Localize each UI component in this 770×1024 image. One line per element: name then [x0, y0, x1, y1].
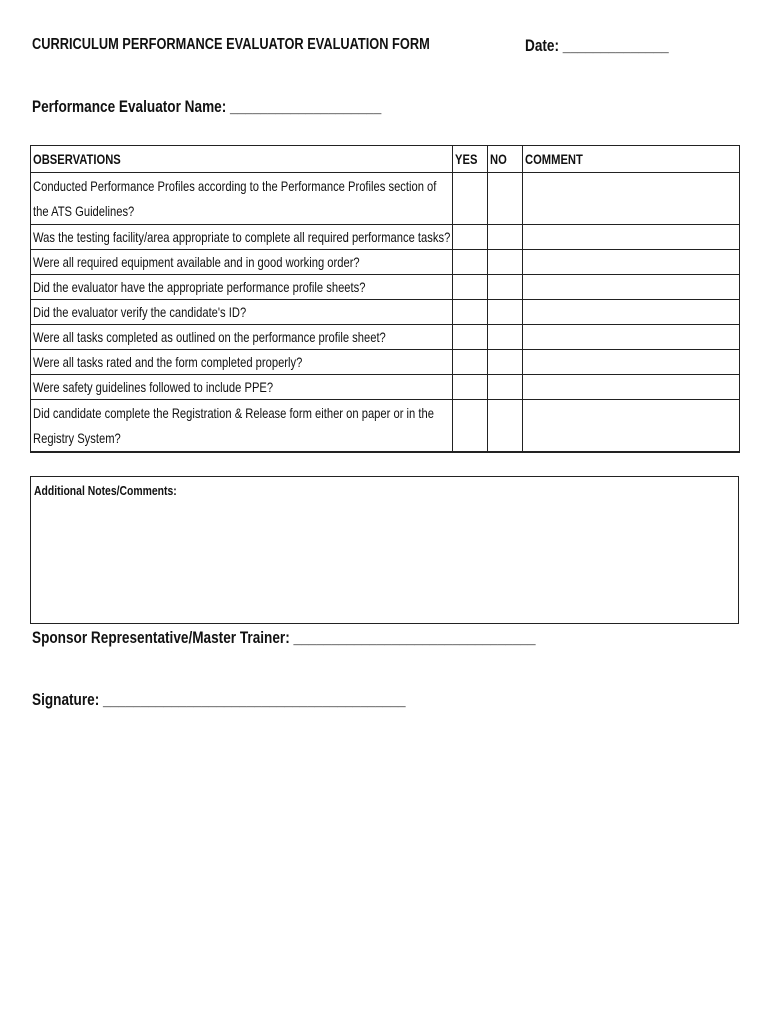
header-no: NO: [488, 146, 523, 173]
header-observations: OBSERVATIONS: [31, 146, 453, 173]
yes-cell[interactable]: [453, 350, 488, 375]
yes-cell[interactable]: [453, 173, 488, 225]
yes-cell[interactable]: [453, 275, 488, 300]
no-cell[interactable]: [488, 250, 523, 275]
no-cell[interactable]: [488, 350, 523, 375]
no-cell[interactable]: [488, 400, 523, 453]
table-row: [31, 225, 740, 250]
comment-cell[interactable]: [523, 400, 740, 453]
no-cell[interactable]: [488, 275, 523, 300]
observation-text: Did candidate complete the Registration & Release form either on paper or in the Registry System?: [31, 400, 453, 453]
comment-cell[interactable]: [523, 173, 740, 225]
yes-cell[interactable]: [453, 250, 488, 275]
observation-text: Was the testing facility/area appropriate to complete all required performance tasks?: [31, 225, 453, 250]
no-cell[interactable]: [488, 225, 523, 250]
comment-cell[interactable]: [523, 300, 740, 325]
observation-text: Conducted Performance Profiles according to the Performance Profiles section of the ATS Guidelines?: [31, 173, 453, 225]
observations-table: [30, 145, 740, 453]
additional-notes-box[interactable]: [30, 476, 739, 624]
observation-text: Were all tasks completed as outlined on the performance profile sheet?: [31, 325, 453, 350]
evaluator-name-field: Performance Evaluator Name: ____________________: [32, 97, 382, 116]
signature-field: Signature: ________________________________________: [32, 690, 406, 709]
table-row: [31, 250, 740, 275]
sponsor-representative-field: Sponsor Representative/Master Trainer: ________________________________: [32, 628, 536, 647]
yes-cell[interactable]: [453, 375, 488, 400]
no-cell[interactable]: [488, 325, 523, 350]
table-row: [31, 325, 740, 350]
no-cell[interactable]: [488, 173, 523, 225]
no-cell[interactable]: [488, 375, 523, 400]
observation-text: Did the evaluator verify the candidate's ID?: [31, 300, 453, 325]
yes-cell[interactable]: [453, 300, 488, 325]
additional-notes-label: Additional Notes/Comments:: [34, 483, 177, 498]
comment-cell[interactable]: [523, 275, 740, 300]
yes-cell[interactable]: [453, 225, 488, 250]
table-row: [31, 275, 740, 300]
table-row: [31, 375, 740, 400]
comment-cell[interactable]: [523, 350, 740, 375]
yes-cell[interactable]: [453, 400, 488, 453]
table-row: [31, 400, 740, 453]
yes-cell[interactable]: [453, 325, 488, 350]
comment-cell[interactable]: [523, 325, 740, 350]
comment-cell[interactable]: [523, 225, 740, 250]
table-header-row: [31, 146, 740, 173]
header-comment: COMMENT: [523, 146, 740, 173]
comment-cell[interactable]: [523, 250, 740, 275]
table-row: [31, 173, 740, 225]
comment-cell[interactable]: [523, 375, 740, 400]
observation-text: Were all tasks rated and the form completed properly?: [31, 350, 453, 375]
observation-text: Did the evaluator have the appropriate performance profile sheets?: [31, 275, 453, 300]
no-cell[interactable]: [488, 300, 523, 325]
header-yes: YES: [453, 146, 488, 173]
table-row: [31, 300, 740, 325]
observation-text: Were safety guidelines followed to include PPE?: [31, 375, 453, 400]
date-field: Date: ______________: [525, 36, 669, 55]
form-title: CURRICULUM PERFORMANCE EVALUATOR EVALUATION FORM: [32, 36, 430, 53]
table-row: [31, 350, 740, 375]
observation-text: Were all required equipment available and in good working order?: [31, 250, 453, 275]
